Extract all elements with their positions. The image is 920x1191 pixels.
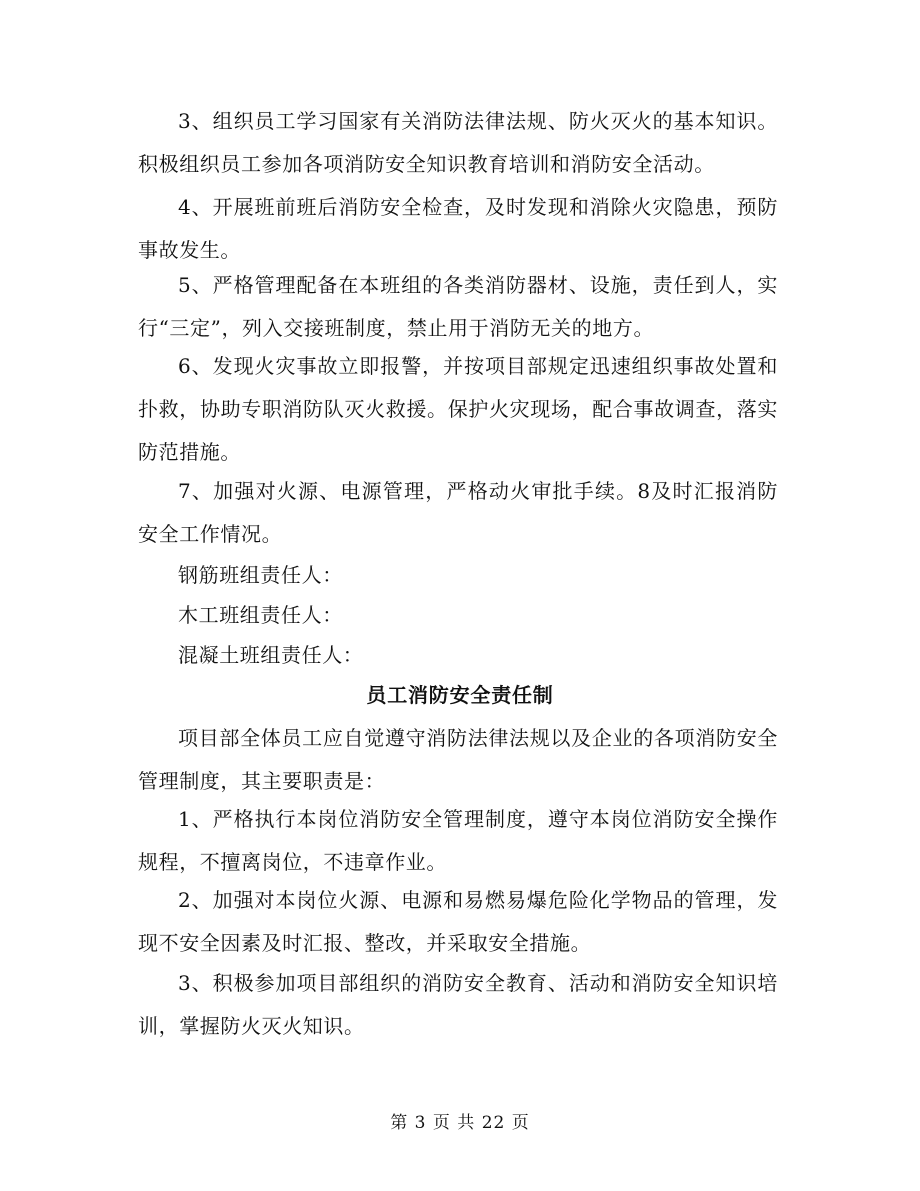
duty-item-2: 2、加强对本岗位火源、电源和易燃易爆危险化学物品的管理，发现不安全因素及时汇报、整改，并采取安全措施。 — [138, 888, 778, 955]
duty-item-3: 3、积极参加项目部组织的消防安全教育、活动和消防安全知识培训，掌握防火灭火知识。 — [138, 971, 778, 1038]
duty-item-1: 1、严格执行本岗位消防安全管理制度，遵守本岗位消防安全操作规程，不擅离岗位，不违章作业。 — [138, 807, 778, 874]
paragraph-item-7: 7、加强对火源、电源管理，严格动火审批手续。8及时汇报消防安全工作情况。 — [138, 479, 778, 546]
page-footer: 第 3 页 共 22 页 — [390, 1113, 530, 1133]
section-intro: 项目部全体员工应自觉遵守消防法律法规以及企业的各项消防安全管理制度，其主要职责是： — [138, 726, 778, 793]
paragraph-item-4: 4、开展班前班后消防安全检查，及时发现和消除火灾隐患，预防事故发生。 — [138, 195, 778, 262]
signature-rebar-team: 钢筋班组责任人： — [178, 563, 343, 587]
signature-carpentry-team: 木工班组责任人： — [178, 603, 343, 627]
paragraph-item-6: 6、发现火灾事故立即报警，并按项目部规定迅速组织事故处置和扑救，协助专职消防队灭火救援。保护火灾现场，配合事故调查，落实防范措施。 — [138, 354, 778, 464]
paragraph-item-5: 5、严格管理配备在本班组的各类消防器材、设施，责任到人，实行“三定”，列入交接班制度，禁止用于消防无关的地方。 — [138, 273, 778, 340]
paragraph-item-3: 3、组织员工学习国家有关消防法律法规、防火灭火的基本知识。积极组织员工参加各项消防安全知识教育培训和消防安全活动。 — [138, 109, 778, 176]
section-title: 员工消防安全责任制 — [366, 683, 554, 707]
signature-concrete-team: 混凝土班组责任人： — [178, 643, 364, 667]
